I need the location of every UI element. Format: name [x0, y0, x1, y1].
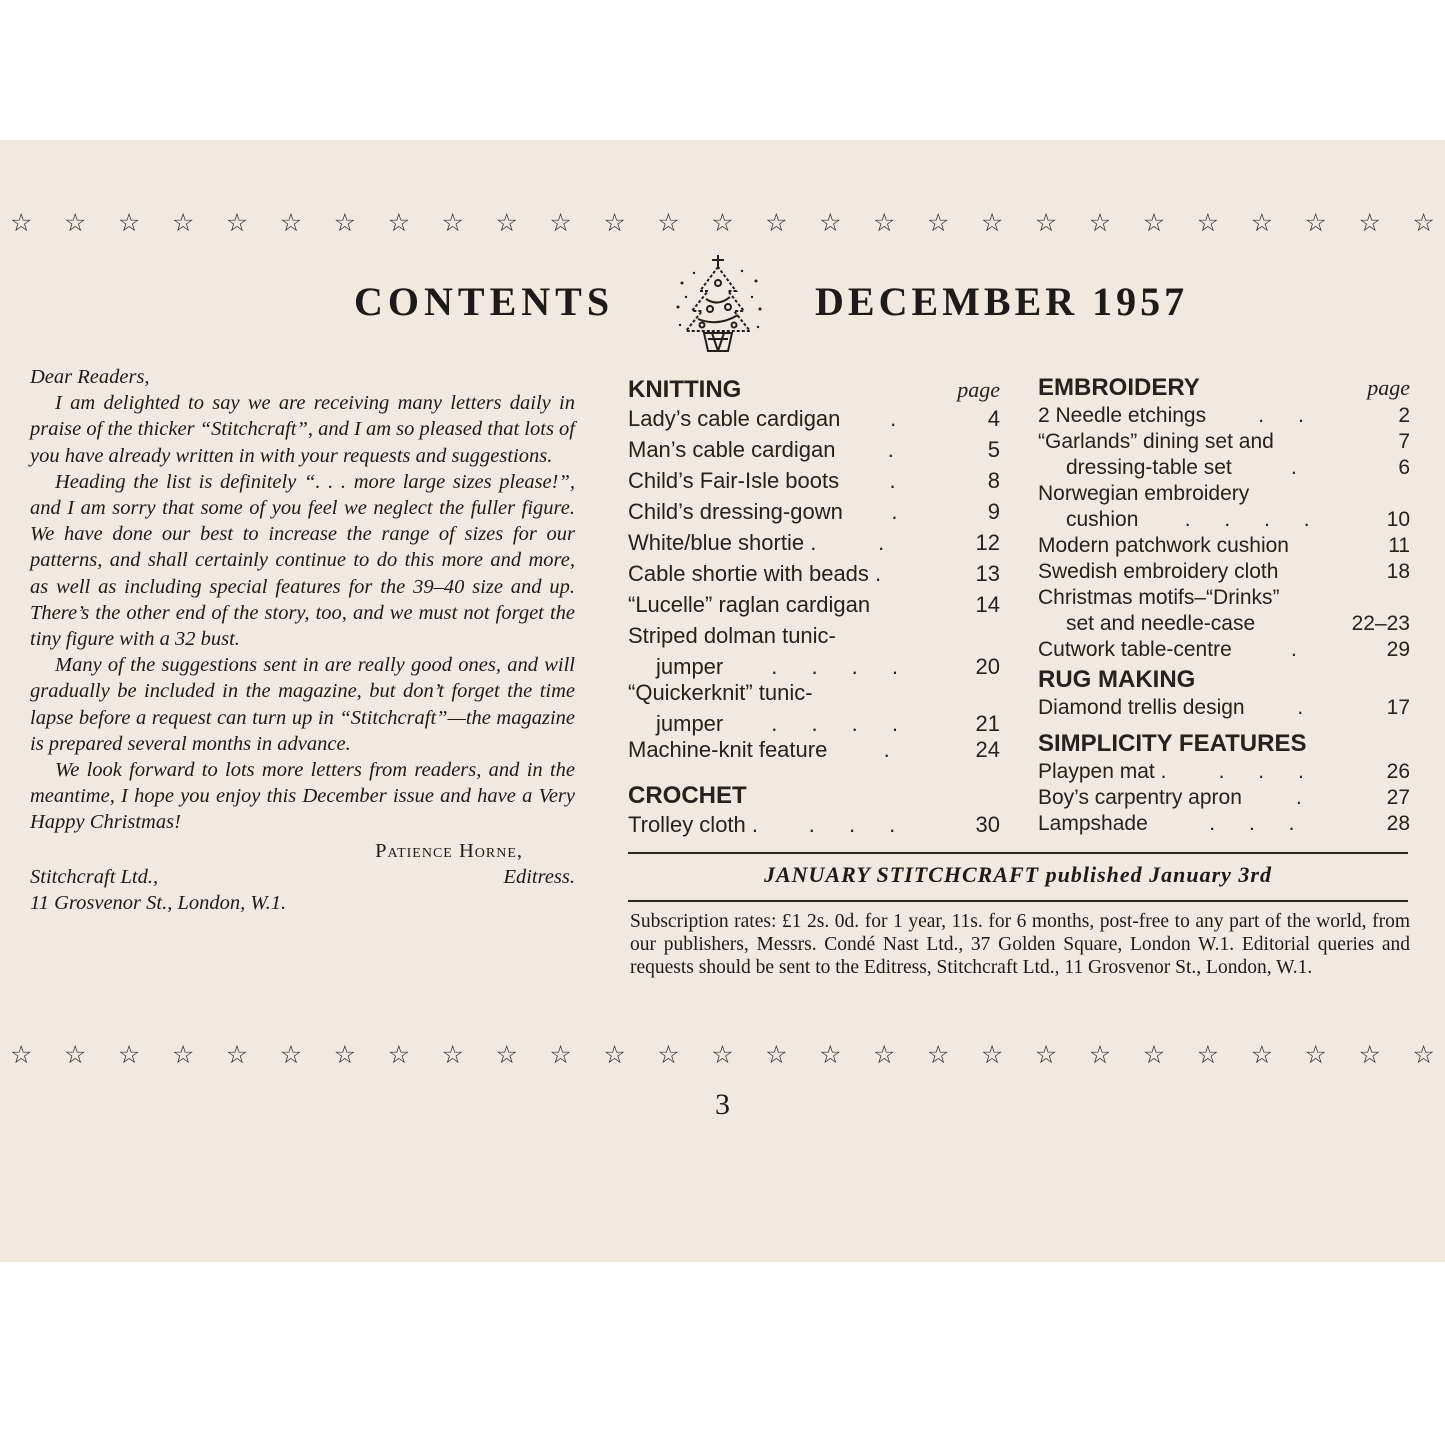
star-icon: ☆: [765, 208, 788, 237]
star-icon: ☆: [10, 208, 33, 237]
entry-page-number: 13: [975, 561, 1000, 586]
star-icon: ☆: [1304, 208, 1327, 237]
contents-entry[interactable]: [1038, 760, 1410, 786]
entry-page-number: 7: [1398, 430, 1410, 453]
entry-title: Cable shortie with beads .: [628, 561, 882, 586]
entry-title: cushion: [1066, 508, 1139, 531]
entry-title: Swedish embroidery cloth: [1038, 560, 1279, 583]
star-icon: ☆: [279, 208, 303, 237]
divider-rule: [628, 852, 1408, 854]
entry-title: Diamond trellis design: [1038, 696, 1245, 719]
contents-entry[interactable]: [1038, 534, 1410, 560]
section-title: EMBROIDERY: [1038, 374, 1200, 401]
entry-page-number: 24: [975, 737, 1000, 762]
page-column-label: page: [957, 377, 1000, 402]
entry-page-number: 11: [1388, 534, 1410, 557]
contents-entry[interactable]: [628, 592, 1000, 623]
star-icon: ☆: [225, 1040, 249, 1069]
contents-column-left: [628, 372, 1000, 843]
section-title: KNITTING: [628, 376, 742, 403]
section-simplicity: [1038, 730, 1410, 838]
star-icon: ☆: [171, 208, 195, 237]
star-icon: ☆: [63, 208, 87, 237]
entry-page-number: 17: [1386, 696, 1410, 719]
contents-entry[interactable]: [628, 468, 1000, 499]
letter-paragraph: I am delighted to say we are receiving many letters daily in praise of the thicker “Stitchcraft”, and I am so pleased that lots of you have already written in with your requests and suggestions.: [30, 392, 575, 467]
star-icon: ☆: [819, 1040, 842, 1069]
entry-title: Lady’s cable cardigan: [628, 406, 841, 431]
star-icon: ☆: [980, 1040, 1004, 1069]
contents-entry[interactable]: [628, 499, 1000, 530]
editor-letter: [30, 364, 575, 916]
contents-entry[interactable]: [628, 711, 1000, 737]
star-icon: ☆: [1358, 1040, 1381, 1069]
entry-page-number: 29: [1386, 638, 1410, 661]
star-icon: ☆: [603, 208, 626, 237]
star-icon: ☆: [225, 208, 249, 237]
section-heading: [1038, 730, 1410, 760]
star-icon: ☆: [1250, 1040, 1273, 1069]
letter-paragraph: Heading the list is definitely “. . . more large sizes please!”, and I am sorry that some of you feel we neglect the fuller figure. We have done our best to increase the range of sizes for our patterns, and shall certainly continue to do this more and more, as well as including special features for the 39–40 size and up. There’s the other end of the story, too, and we must not forget the tiny figure with a 32 bust.: [30, 470, 575, 651]
contents-entry[interactable]: [1038, 612, 1410, 638]
contents-entry[interactable]: [628, 530, 1000, 561]
entry-leader-dots: .: [890, 406, 911, 431]
entry-leader-dots: . . .: [1209, 812, 1309, 835]
star-icon: ☆: [333, 1040, 357, 1069]
entry-leader-dots: .: [1290, 456, 1311, 479]
entry-title: “Quickerknit” tunic-: [628, 680, 813, 705]
entry-leader-dots: . . .: [1218, 760, 1318, 783]
entry-page-number: 2: [1398, 404, 1410, 427]
section-title: SIMPLICITY FEATURES: [1038, 730, 1307, 757]
entry-title: jumper: [656, 654, 724, 679]
contents-entry[interactable]: [1038, 560, 1410, 586]
entry-page-number: 20: [975, 654, 1000, 679]
issue-date: DECEMBER 1957: [815, 279, 1189, 324]
letter-paragraph: We look forward to lots more letters from readers, and in the meantime, I hope you enjoy this December issue and have a Very Happy Christmas!: [30, 759, 575, 834]
entry-page-number: 10: [1386, 508, 1410, 531]
contents-entry[interactable]: [628, 406, 1000, 437]
entry-leader-dots: .: [883, 737, 904, 762]
contents-entry[interactable]: [1038, 482, 1410, 508]
entry-leader-dots: . . .: [808, 812, 910, 837]
star-icon: ☆: [819, 208, 842, 237]
entry-leader-dots: .: [889, 468, 910, 493]
contents-entry[interactable]: [628, 680, 1000, 711]
star-icon: ☆: [1088, 208, 1112, 237]
star-icon: ☆: [657, 208, 680, 237]
entry-title: set and needle-case: [1066, 612, 1256, 635]
star-icon: ☆: [1034, 1040, 1058, 1069]
contents-entry[interactable]: [1038, 638, 1410, 664]
contents-entry[interactable]: [1038, 812, 1410, 838]
star-icon: ☆: [441, 1040, 464, 1069]
contents-entry[interactable]: [628, 812, 1000, 843]
entry-page-number: 30: [975, 812, 1000, 837]
magazine-page: [0, 140, 1445, 1262]
contents-entry[interactable]: [1038, 786, 1410, 812]
entry-page-number: 12: [975, 530, 1000, 555]
section-heading: [1038, 374, 1410, 404]
star-icon: ☆: [603, 1040, 626, 1069]
star-icon: ☆: [1088, 1040, 1112, 1069]
contents-entry[interactable]: [628, 561, 1000, 592]
page-column-label: page: [1367, 375, 1410, 400]
entry-title: Machine-knit feature: [628, 737, 828, 762]
star-icon: ☆: [1034, 208, 1058, 237]
star-icon: ☆: [711, 1040, 734, 1069]
star-icon: ☆: [549, 208, 572, 237]
contents-title: CONTENTS: [354, 279, 615, 324]
entry-leader-dots: .: [887, 437, 908, 462]
star-icon: ☆: [1412, 208, 1435, 237]
entry-title: Norwegian embroidery: [1038, 482, 1250, 505]
star-border-bottom: [10, 1042, 1435, 1067]
entry-leader-dots: . . . .: [771, 711, 913, 736]
entry-leader-dots: . . . .: [1184, 508, 1324, 531]
star-icon: ☆: [117, 208, 141, 237]
star-icon: ☆: [657, 1040, 680, 1069]
contents-entry[interactable]: [628, 437, 1000, 468]
page-number: 3: [715, 1088, 730, 1121]
star-icon: ☆: [1304, 1040, 1327, 1069]
entry-leader-dots: . .: [1258, 404, 1318, 427]
entry-title: Child’s Fair-Isle boots: [628, 468, 840, 493]
entry-leader-dots: . . . .: [771, 654, 913, 679]
star-icon: ☆: [926, 208, 950, 237]
star-icon: ☆: [549, 1040, 572, 1069]
entry-title: “Lucelle” raglan cardigan: [628, 592, 871, 617]
entry-page-number: 14: [975, 592, 1000, 617]
subscription-info: Subscription rates: £1 2s. 0d. for 1 year, 11s. for 6 months, post-free to any part of the world, from our publishers, Messrs. Condé Nast Ltd., 37 Golden Square, London W.1. Editorial queries and requests should be sent to the Editress, Stitchcraft Ltd., 11 Grosvenor St., London, W.1.: [630, 911, 1410, 978]
entry-title: Boy’s carpentry apron: [1038, 786, 1242, 809]
contents-entry[interactable]: [1038, 456, 1410, 482]
star-icon: ☆: [1196, 1040, 1220, 1069]
entry-title: Trolley cloth .: [628, 812, 759, 837]
letter-salutation: Dear Readers,: [30, 366, 150, 388]
entry-title: Christmas motifs–“Drinks”: [1038, 586, 1280, 609]
star-icon: ☆: [926, 1040, 950, 1069]
entry-leader-dots: .: [1290, 638, 1311, 661]
christmas-tree-icon: [672, 253, 764, 353]
star-icon: ☆: [63, 1040, 87, 1069]
contents-entry[interactable]: [628, 654, 1000, 680]
star-icon: ☆: [1358, 208, 1381, 237]
entry-page-number: 8: [987, 468, 1000, 493]
contents-entry[interactable]: [1038, 586, 1410, 612]
star-icon: ☆: [711, 208, 734, 237]
entry-title: Man’s cable cardigan: [628, 437, 836, 462]
section-title: CROCHET: [628, 782, 747, 809]
contents-entry[interactable]: [1038, 430, 1410, 456]
entry-title: jumper: [656, 711, 724, 736]
letter-paragraph: Many of the suggestions sent in are really good ones, and will gradually be included in the magazine, but don’t forget the time lapse before a request can turn up in “Stitchcraft”—the magazine is prepared several months in advance.: [30, 654, 575, 755]
section-heading: [628, 376, 1000, 406]
section-title: RUG MAKING: [1038, 666, 1196, 693]
entry-title: Striped dolman tunic-: [628, 623, 836, 648]
star-icon: ☆: [1412, 1040, 1435, 1069]
entry-leader-dots: .: [891, 499, 912, 524]
entry-leader-dots: .: [1297, 696, 1318, 719]
star-icon: ☆: [495, 208, 518, 237]
entry-title: Child’s dressing-gown: [628, 499, 843, 524]
divider-rule: [628, 900, 1408, 902]
contents-entry[interactable]: [1038, 696, 1410, 722]
entry-page-number: 22–23: [1351, 612, 1410, 635]
entry-title: Modern patchwork cushion: [1038, 534, 1289, 557]
entry-title: Lampshade: [1038, 812, 1148, 835]
contents-column-right: [1038, 372, 1410, 838]
star-icon: ☆: [1250, 208, 1273, 237]
section-rug-making: [1038, 666, 1410, 722]
star-icon: ☆: [117, 1040, 141, 1069]
star-icon: ☆: [1196, 208, 1220, 237]
next-issue-announcement: JANUARY STITCHCRAFT published January 3rd: [764, 862, 1272, 887]
star-icon: ☆: [279, 1040, 303, 1069]
entry-leader-dots: .: [1296, 786, 1316, 809]
publisher-name: Stitchcraft Ltd.,: [30, 865, 159, 888]
entry-page-number: 21: [975, 711, 1000, 736]
star-icon: ☆: [495, 1040, 518, 1069]
contents-entry[interactable]: [1038, 404, 1410, 430]
star-icon: ☆: [980, 208, 1004, 237]
entry-page-number: 27: [1386, 786, 1410, 809]
entry-page-number: 4: [987, 406, 1000, 431]
entry-page-number: 28: [1386, 812, 1410, 835]
star-icon: ☆: [387, 208, 410, 237]
star-icon: ☆: [765, 1040, 788, 1069]
star-icon: ☆: [1142, 1040, 1166, 1069]
signer-title: Editress.: [503, 865, 575, 888]
star-icon: ☆: [387, 1040, 410, 1069]
section-knitting: [628, 376, 1000, 768]
star-icon: ☆: [10, 1040, 33, 1069]
entry-title: Cutwork table-centre: [1038, 638, 1232, 661]
star-icon: ☆: [873, 208, 896, 237]
star-icon: ☆: [1142, 208, 1166, 237]
contents-entry[interactable]: [628, 737, 1000, 768]
entry-title: 2 Needle etchings: [1038, 404, 1207, 427]
section-heading: [1038, 666, 1410, 696]
star-icon: ☆: [873, 1040, 896, 1069]
entry-title: dressing-table set: [1066, 456, 1232, 479]
entry-page-number: 5: [987, 437, 1000, 462]
star-icon: ☆: [333, 208, 357, 237]
entry-page-number: 18: [1386, 560, 1410, 583]
publisher-address: 11 Grosvenor St., London, W.1.: [30, 891, 287, 914]
section-crochet: [628, 782, 1000, 843]
entry-page-number: 26: [1386, 760, 1410, 783]
section-heading: [628, 782, 1000, 812]
letter-signoff: [30, 836, 575, 916]
star-icon: ☆: [171, 1040, 195, 1069]
entry-title: “Garlands” dining set and: [1038, 430, 1274, 453]
entry-page-number: 6: [1398, 456, 1410, 479]
entry-title: Playpen mat .: [1038, 760, 1167, 783]
star-icon: ☆: [441, 208, 464, 237]
entry-page-number: 9: [987, 499, 1000, 524]
entry-leader-dots: .: [878, 530, 899, 555]
contents-entry[interactable]: [1038, 508, 1410, 534]
star-border-top: [10, 210, 1435, 235]
section-embroidery: [1038, 374, 1410, 664]
contents-entry[interactable]: [628, 623, 1000, 654]
entry-title: White/blue shortie .: [628, 530, 817, 555]
signer-name: Patience Horne,: [375, 839, 523, 862]
